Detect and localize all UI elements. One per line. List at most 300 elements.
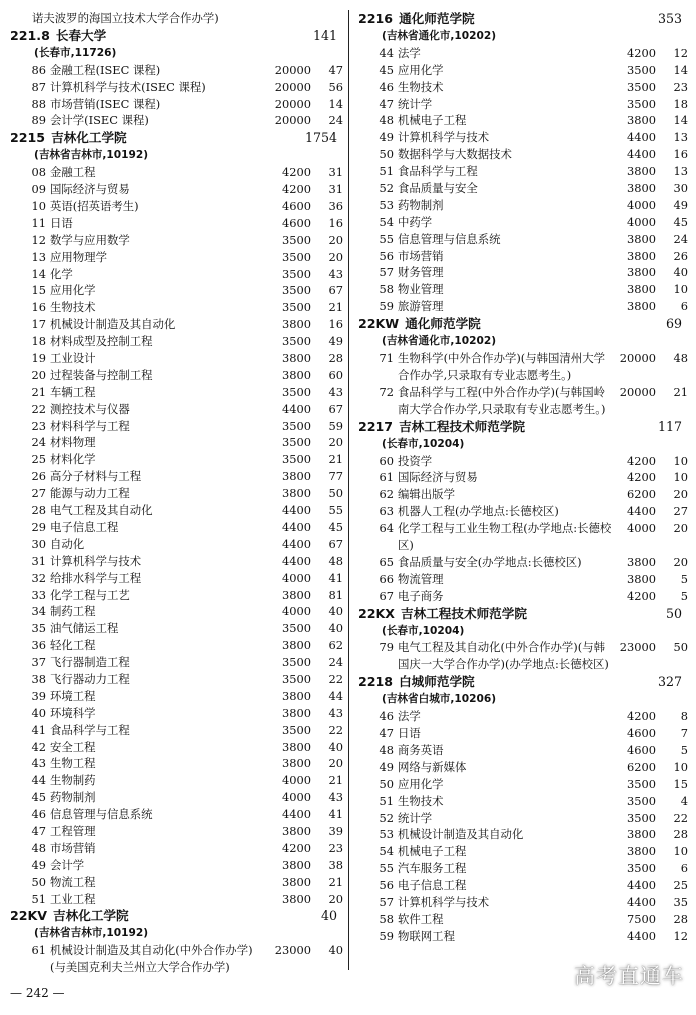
tuition-fee: 3800 xyxy=(282,891,311,906)
major-row xyxy=(10,418,343,435)
school-total-plan: 327 xyxy=(657,674,682,690)
plan-count: 31 xyxy=(328,182,343,197)
tuition-fee: 4400 xyxy=(282,401,311,416)
plan-count: 16 xyxy=(673,147,688,162)
major-code: 60 xyxy=(379,453,394,468)
tuition-fee: 4400 xyxy=(627,130,656,145)
plan-count: 45 xyxy=(328,519,343,534)
major-row xyxy=(10,79,343,96)
major-row xyxy=(10,857,343,874)
tuition-fee: 4200 xyxy=(282,182,311,197)
tuition-fee: 4400 xyxy=(282,553,311,568)
plan-count: 48 xyxy=(328,553,343,568)
major-row xyxy=(358,571,688,588)
plan-count: 21 xyxy=(328,773,343,788)
tuition-fee: 3500 xyxy=(282,300,311,315)
plan-count: 14 xyxy=(673,113,688,128)
major-name: 安全工程 xyxy=(50,739,96,754)
major-code: 28 xyxy=(31,503,46,518)
tuition-fee: 3800 xyxy=(282,874,311,889)
school-code: 22KW xyxy=(358,316,400,332)
tuition-fee: 3800 xyxy=(282,469,311,484)
plan-count: 24 xyxy=(328,655,343,670)
major-code: 41 xyxy=(31,722,46,737)
tuition-fee: 3500 xyxy=(282,418,311,433)
major-name: 工业工程 xyxy=(50,891,96,906)
school-code: 2216 xyxy=(358,11,394,26)
major-name: 日语 xyxy=(50,215,73,230)
major-name: 信息管理与信息系统 xyxy=(398,231,501,246)
major-row xyxy=(358,776,688,793)
tuition-fee: 3800 xyxy=(627,113,656,128)
major-row xyxy=(358,79,688,96)
school-name: 吉林化工学院 xyxy=(51,130,127,146)
page-number: — 242 — xyxy=(10,986,65,1000)
major-code: 24 xyxy=(31,435,46,450)
major-code: 53 xyxy=(379,827,394,842)
major-row xyxy=(10,485,343,502)
major-row xyxy=(358,894,688,911)
major-name: 机械设计制造及其自动化 xyxy=(50,317,176,332)
major-row xyxy=(358,197,688,214)
major-row xyxy=(10,350,343,367)
major-name: 应用物理学 xyxy=(50,249,107,264)
tuition-fee: 3800 xyxy=(627,844,656,859)
major-code: 46 xyxy=(379,709,394,724)
tuition-fee: 3500 xyxy=(627,810,656,825)
major-code: 37 xyxy=(31,655,46,670)
major-name: 金融工程(ISEC 课程) xyxy=(50,62,161,77)
plan-count: 14 xyxy=(328,96,343,111)
major-row xyxy=(358,453,688,470)
plan-count: 77 xyxy=(328,469,343,484)
school-header xyxy=(10,27,343,45)
major-row xyxy=(358,877,688,894)
major-row xyxy=(358,231,688,248)
major-name: 药物制剂 xyxy=(50,790,96,805)
major-code: 57 xyxy=(379,265,394,280)
major-code: 11 xyxy=(31,215,46,230)
major-code: 48 xyxy=(31,840,46,855)
tuition-fee: 3800 xyxy=(282,351,311,366)
major-code: 59 xyxy=(379,299,394,314)
tuition-fee: 4200 xyxy=(627,470,656,485)
major-row xyxy=(358,725,688,742)
major-name: 编辑出版学 xyxy=(398,487,455,502)
major-code: 13 xyxy=(31,249,46,264)
major-code: 58 xyxy=(379,282,394,297)
major-row xyxy=(10,232,343,249)
tuition-fee: 4400 xyxy=(627,878,656,893)
major-code: 66 xyxy=(379,571,394,586)
major-code: 22 xyxy=(31,401,46,416)
major-code: 45 xyxy=(31,790,46,805)
plan-count: 21 xyxy=(328,452,343,467)
school-location: (长春市,10204) xyxy=(382,624,465,637)
major-name: 计算机科学与技术 xyxy=(398,130,490,145)
plan-count: 25 xyxy=(673,878,688,893)
major-row xyxy=(358,146,688,163)
major-name: 国际经济与贸易 xyxy=(398,470,478,485)
school-location: (吉林省通化市,10202) xyxy=(382,30,497,42)
major-name: 网络与新媒体 xyxy=(398,759,467,774)
major-code: 49 xyxy=(379,759,394,774)
school-location: (吉林省通化市,10202) xyxy=(382,335,497,348)
major-name: 飞行器动力工程 xyxy=(50,671,130,686)
major-row xyxy=(10,333,343,350)
major-row xyxy=(10,536,343,553)
major-code: 44 xyxy=(31,773,46,788)
tuition-fee: 4400 xyxy=(282,519,311,534)
left-column xyxy=(10,10,343,976)
major-row xyxy=(358,843,688,860)
major-row xyxy=(358,214,688,231)
major-code: 59 xyxy=(379,928,394,943)
school-name: 吉林工程技术师范学院 xyxy=(399,418,525,434)
plan-count: 40 xyxy=(673,265,688,280)
major-code: 18 xyxy=(31,334,46,349)
plan-count: 22 xyxy=(328,671,343,686)
major-row xyxy=(10,772,343,789)
major-code: 33 xyxy=(31,587,46,602)
school-code: 22KX xyxy=(358,605,395,621)
tuition-fee: 3800 xyxy=(282,486,311,501)
major-name: 自动化 xyxy=(50,536,85,551)
major-code: 53 xyxy=(379,197,394,212)
major-code: 46 xyxy=(379,79,394,94)
major-name: 旅游管理 xyxy=(398,299,444,314)
major-name: 电气工程及其自动化 xyxy=(50,503,153,518)
tuition-fee: 23000 xyxy=(619,640,656,655)
major-name: 市场营销(ISEC 课程) xyxy=(50,96,161,111)
plan-count: 7 xyxy=(680,726,688,741)
tuition-fee: 4000 xyxy=(282,790,311,805)
major-row xyxy=(358,759,688,776)
school-header xyxy=(358,418,688,436)
plan-count: 22 xyxy=(673,810,688,825)
tuition-fee: 6200 xyxy=(627,487,656,502)
major-name: 食品科学与工程 xyxy=(398,164,478,179)
major-row xyxy=(10,840,343,857)
column-divider xyxy=(348,10,349,970)
major-row xyxy=(10,671,343,688)
school-location: (吉林省吉林市,10192) xyxy=(34,149,149,162)
major-name: 计算机科学与技术 xyxy=(50,553,142,568)
tuition-fee: 4200 xyxy=(282,840,311,855)
plan-count: 28 xyxy=(673,911,688,926)
tuition-fee: 3800 xyxy=(627,827,656,842)
school-name: 通化师范学院 xyxy=(405,316,481,332)
tuition-fee: 3800 xyxy=(627,164,656,179)
major-row xyxy=(358,486,688,503)
major-name: 统计学 xyxy=(398,96,433,111)
major-code: 47 xyxy=(31,823,46,838)
major-name: 材料化学 xyxy=(50,452,96,467)
plan-count: 14 xyxy=(673,62,688,77)
major-name: 给排水科学与工程 xyxy=(50,570,142,585)
tuition-fee: 3800 xyxy=(282,688,311,703)
major-row xyxy=(10,688,343,705)
tuition-fee: 4400 xyxy=(627,504,656,519)
school-header xyxy=(358,605,688,623)
major-row xyxy=(358,163,688,180)
major-name: 市场营销 xyxy=(50,840,96,855)
major-code: 36 xyxy=(31,638,46,653)
major-code: 38 xyxy=(31,671,46,686)
major-name: 环境工程 xyxy=(50,688,96,703)
major-code: 65 xyxy=(379,554,394,569)
tuition-fee: 3800 xyxy=(627,181,656,196)
major-code: 51 xyxy=(379,793,394,808)
major-code: 30 xyxy=(31,536,46,551)
major-name: 电子信息工程 xyxy=(50,519,119,534)
tuition-fee: 3800 xyxy=(282,317,311,332)
tuition-fee: 6200 xyxy=(627,759,656,774)
major-row xyxy=(10,620,343,637)
school-header xyxy=(358,673,688,691)
plan-count: 24 xyxy=(673,231,688,246)
major-code: 43 xyxy=(31,756,46,771)
major-code: 56 xyxy=(379,248,394,263)
tuition-fee: 3800 xyxy=(627,554,656,569)
major-code: 54 xyxy=(379,844,394,859)
plan-count: 5 xyxy=(680,571,688,586)
major-name: 机械电子工程 xyxy=(398,844,467,859)
tuition-fee: 3800 xyxy=(282,638,311,653)
school-name: 通化师范学院 xyxy=(399,11,475,26)
school-location: (长春市,10204) xyxy=(382,437,465,450)
major-row xyxy=(358,503,688,520)
plan-count: 67 xyxy=(328,536,343,551)
major-row xyxy=(10,62,343,79)
major-name: 生物技术 xyxy=(50,300,96,315)
plan-count: 10 xyxy=(673,453,688,468)
plan-count: 6 xyxy=(680,299,688,314)
major-row xyxy=(358,793,688,810)
major-code: 48 xyxy=(379,113,394,128)
major-row xyxy=(358,810,688,827)
major-name: 生物科学(中外合作办学)(与韩国清州大学合作办学,只录取有专业志愿考生。) xyxy=(398,351,605,382)
plan-count: 20 xyxy=(328,891,343,906)
tuition-fee: 4400 xyxy=(627,928,656,943)
major-row xyxy=(10,603,343,620)
major-name: 飞行器制造工程 xyxy=(50,655,130,670)
plan-count: 43 xyxy=(328,266,343,281)
major-row xyxy=(10,739,343,756)
tuition-fee: 4400 xyxy=(627,147,656,162)
major-row xyxy=(358,129,688,146)
major-name: 市场营销 xyxy=(398,248,444,263)
major-name: 药物制剂 xyxy=(398,197,444,212)
major-row xyxy=(10,519,343,536)
major-name: 应用化学 xyxy=(398,62,444,77)
major-name: 食品质量与安全(办学地点:长德校区) xyxy=(398,554,582,569)
major-row xyxy=(10,553,343,570)
plan-count: 23 xyxy=(328,840,343,855)
tuition-fee: 3500 xyxy=(627,776,656,791)
plan-count: 5 xyxy=(680,588,688,603)
major-name: 化学 xyxy=(50,266,73,281)
major-name: 日语 xyxy=(398,726,421,741)
school-total-plan: 353 xyxy=(657,11,682,26)
major-name: 化学工程与工艺 xyxy=(50,587,130,602)
major-code: 51 xyxy=(31,891,46,906)
major-code: 50 xyxy=(379,776,394,791)
tuition-fee: 3800 xyxy=(282,756,311,771)
major-name: 法学 xyxy=(398,45,421,60)
major-row xyxy=(10,789,343,806)
major-name: 投资学 xyxy=(398,453,433,468)
major-row xyxy=(358,742,688,759)
tuition-fee: 4400 xyxy=(627,894,656,909)
major-name: 轻化工程 xyxy=(50,638,96,653)
major-name: 电子信息工程 xyxy=(398,878,467,893)
tuition-fee: 3500 xyxy=(282,232,311,247)
major-name: 机械设计制造及其自动化(中外合作办学) xyxy=(50,943,253,958)
tuition-fee: 4000 xyxy=(627,197,656,212)
major-code: 49 xyxy=(379,130,394,145)
major-row xyxy=(10,316,343,333)
major-code: 16 xyxy=(31,300,46,315)
major-row xyxy=(10,654,343,671)
major-code: 54 xyxy=(379,214,394,229)
major-code: 29 xyxy=(31,519,46,534)
tuition-fee: 4000 xyxy=(282,773,311,788)
plan-count: 40 xyxy=(328,739,343,754)
major-code: 79 xyxy=(379,640,394,655)
major-code: 55 xyxy=(379,861,394,876)
plan-count: 20 xyxy=(328,232,343,247)
school-code: 2217 xyxy=(358,418,394,434)
major-code: 42 xyxy=(31,739,46,754)
major-code: 64 xyxy=(379,521,394,536)
school-name: 长春大学 xyxy=(55,27,107,43)
major-name: 过程装备与控制工程 xyxy=(50,367,153,382)
school-header xyxy=(358,10,688,28)
major-code: 32 xyxy=(31,570,46,585)
tuition-fee: 3500 xyxy=(282,435,311,450)
major-row xyxy=(10,112,343,129)
plan-count: 59 xyxy=(328,418,343,433)
right-column xyxy=(358,10,688,945)
plan-count: 20 xyxy=(328,249,343,264)
major-code: 20 xyxy=(31,367,46,382)
major-row xyxy=(358,62,688,79)
plan-count: 20 xyxy=(673,487,688,502)
major-row xyxy=(10,96,343,113)
tuition-fee: 7500 xyxy=(627,911,656,926)
major-name: 食品科学与工程(中外合作办学)(与韩国岭南大学合作办学,只录取有专业志愿考生。) xyxy=(398,384,606,416)
school-total-plan: 117 xyxy=(657,418,682,434)
major-row xyxy=(358,248,688,265)
major-code: 48 xyxy=(379,742,394,757)
major-row-multiline xyxy=(358,639,688,673)
plan-count: 10 xyxy=(673,282,688,297)
school-name: 吉林化工学院 xyxy=(53,908,129,924)
major-name: 物流工程 xyxy=(50,874,96,889)
major-name: 数学与应用数学 xyxy=(50,232,130,247)
major-name: 车辆工程 xyxy=(50,384,96,399)
tuition-fee: 3800 xyxy=(282,857,311,872)
major-code: 46 xyxy=(31,807,46,822)
plan-count: 15 xyxy=(673,776,688,791)
tuition-fee: 3500 xyxy=(282,384,311,399)
major-row xyxy=(358,911,688,928)
plan-count: 21 xyxy=(328,300,343,315)
major-row xyxy=(10,401,343,418)
major-name: 制药工程 xyxy=(50,604,96,619)
tuition-fee: 4200 xyxy=(627,709,656,724)
plan-count: 48 xyxy=(673,351,688,366)
plan-count: 20 xyxy=(673,554,688,569)
major-name: 材料成型及控制工程 xyxy=(50,334,153,349)
major-row xyxy=(10,806,343,823)
tuition-fee: 3800 xyxy=(282,587,311,602)
major-name: 测控技术与仪器 xyxy=(50,401,130,416)
major-name: 高分子材料与工程 xyxy=(50,469,142,484)
major-row xyxy=(358,588,688,605)
plan-count: 55 xyxy=(328,503,343,518)
major-name: 数据科学与大数据技术 xyxy=(398,147,512,162)
major-row xyxy=(358,469,688,486)
plan-count: 67 xyxy=(328,283,343,298)
major-name: 食品质量与安全 xyxy=(398,181,478,196)
tuition-fee: 3800 xyxy=(282,823,311,838)
tuition-fee: 3500 xyxy=(282,621,311,636)
major-row xyxy=(10,434,343,451)
plan-count: 28 xyxy=(673,827,688,842)
major-name: 法学 xyxy=(398,709,421,724)
plan-count: 56 xyxy=(328,79,343,94)
plan-count: 41 xyxy=(328,570,343,585)
major-name: 金融工程 xyxy=(50,165,96,180)
tuition-fee: 4200 xyxy=(627,588,656,603)
plan-count: 43 xyxy=(328,384,343,399)
tuition-fee: 4400 xyxy=(282,536,311,551)
plan-count: 16 xyxy=(328,317,343,332)
tuition-fee: 3500 xyxy=(282,249,311,264)
plan-count: 27 xyxy=(673,504,688,519)
tuition-fee: 20000 xyxy=(619,351,656,366)
major-row xyxy=(10,755,343,772)
major-code: 12 xyxy=(31,232,46,247)
major-code: 67 xyxy=(379,588,394,603)
tuition-fee: 4000 xyxy=(282,604,311,619)
plan-count: 26 xyxy=(673,248,688,263)
plan-count: 12 xyxy=(673,45,688,60)
major-row xyxy=(358,928,688,945)
major-code: 44 xyxy=(379,45,394,60)
tuition-fee: 4000 xyxy=(627,521,656,536)
major-name: 电子商务 xyxy=(398,588,444,603)
school-code: 22KV xyxy=(10,908,48,924)
major-name: 机械设计制造及其自动化 xyxy=(398,827,524,842)
plan-count: 8 xyxy=(680,709,688,724)
plan-count: 23 xyxy=(673,79,688,94)
plan-count: 40 xyxy=(328,604,343,619)
major-row-multiline xyxy=(358,520,688,554)
major-row-multiline xyxy=(358,350,688,384)
major-code: 52 xyxy=(379,181,394,196)
major-code: 58 xyxy=(379,911,394,926)
major-code: 21 xyxy=(31,384,46,399)
major-name: 统计学 xyxy=(398,810,433,825)
major-name: 机器人工程(办学地点:长德校区) xyxy=(398,504,559,519)
school-total-plan: 141 xyxy=(312,27,337,43)
major-code: 50 xyxy=(379,147,394,162)
school-code: 221.8 xyxy=(10,27,50,43)
major-row-multiline xyxy=(358,384,688,418)
